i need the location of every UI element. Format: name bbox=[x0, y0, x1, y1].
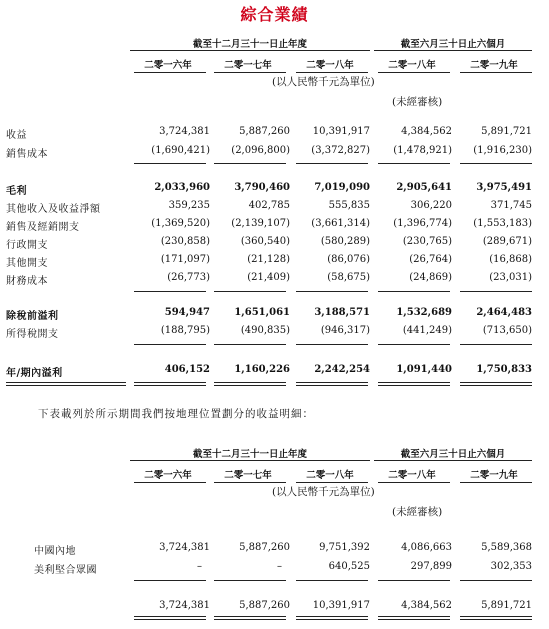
year-header: 二零一九年 bbox=[470, 60, 518, 71]
cell-value: (1,553,183) bbox=[473, 218, 532, 229]
year-rule bbox=[134, 482, 206, 483]
unaudited-label: (未經審核) bbox=[392, 506, 443, 518]
year-header: 二零一六年 bbox=[144, 60, 192, 71]
breakdown-intro-text: 下表載列於所示期間我們按地理位置劃分的收益明細： bbox=[38, 408, 314, 420]
row-label: 除稅前溢利 bbox=[6, 311, 59, 322]
cell-value: 5,891,721 bbox=[481, 126, 532, 137]
total-value: 10,391,917 bbox=[312, 600, 370, 611]
year-rule bbox=[134, 72, 206, 73]
year-header: 二零一八年 bbox=[388, 60, 436, 71]
year-rule bbox=[296, 482, 368, 483]
total-rule bbox=[296, 616, 368, 617]
period-header-year: 截至十二月三十一日止年度 bbox=[192, 39, 307, 50]
row-label: 毛利 bbox=[6, 186, 27, 197]
sum-rule bbox=[6, 385, 126, 386]
row-label: 其他開支 bbox=[6, 258, 48, 269]
cell-value: 1,532,689 bbox=[396, 307, 452, 318]
sum-rule bbox=[214, 163, 286, 164]
cell-value: 1,160,226 bbox=[234, 364, 290, 375]
total-rule bbox=[460, 619, 532, 620]
cell-value: 2,242,254 bbox=[314, 364, 370, 375]
cell-value: (1,396,774) bbox=[393, 218, 452, 229]
sum-rule bbox=[214, 385, 286, 386]
cell-value: 4,086,663 bbox=[401, 542, 452, 553]
total-value: 5,887,260 bbox=[239, 600, 290, 611]
sum-rule bbox=[6, 382, 126, 383]
cell-value: 3,975,491 bbox=[476, 182, 532, 193]
cell-value: 4,384,562 bbox=[401, 126, 452, 137]
sum-rule bbox=[296, 163, 368, 164]
unaudited-label: (未經審核) bbox=[392, 96, 443, 108]
cell-value: 9,751,392 bbox=[319, 542, 370, 553]
cell-value: (188,795) bbox=[160, 325, 210, 336]
year-header: 二零一八年 bbox=[306, 60, 354, 71]
total-value: 5,891,721 bbox=[481, 600, 532, 611]
year-header: 二零一七年 bbox=[224, 470, 272, 481]
cell-value: – bbox=[197, 561, 202, 572]
year-rule bbox=[460, 482, 532, 483]
sum-rule bbox=[460, 291, 532, 292]
row-label: 行政開支 bbox=[6, 240, 48, 251]
sum-rule bbox=[296, 291, 368, 292]
cell-value: 302,353 bbox=[490, 561, 532, 572]
year-header: 二零一九年 bbox=[470, 470, 518, 481]
total-rule bbox=[460, 616, 532, 617]
total-value: 3,724,381 bbox=[159, 600, 210, 611]
sum-rule bbox=[378, 580, 450, 581]
total-rule bbox=[378, 616, 450, 617]
sum-rule bbox=[460, 580, 532, 581]
cell-value: (1,478,921) bbox=[393, 145, 452, 156]
header-rule bbox=[130, 460, 370, 461]
cell-value: – bbox=[277, 561, 282, 572]
cell-value: (2,096,800) bbox=[231, 145, 290, 156]
cell-value: 10,391,917 bbox=[312, 126, 370, 137]
cell-value: 3,724,381 bbox=[159, 126, 210, 137]
sum-rule bbox=[214, 382, 286, 383]
period-header-year: 截至十二月三十一日止年度 bbox=[192, 449, 307, 460]
year-rule bbox=[214, 482, 286, 483]
year-header: 二零一八年 bbox=[388, 470, 436, 481]
cell-value: 3,790,460 bbox=[234, 182, 290, 193]
row-label: 銷售及經銷開支 bbox=[6, 222, 80, 233]
cell-value: 2,464,483 bbox=[476, 307, 532, 318]
cell-value: (230,765) bbox=[402, 236, 452, 247]
cell-value: 2,033,960 bbox=[154, 182, 210, 193]
sum-rule bbox=[134, 344, 206, 345]
cell-value: (946,317) bbox=[320, 325, 370, 336]
sum-rule bbox=[214, 291, 286, 292]
year-rule bbox=[460, 72, 532, 73]
cell-value: (16,868) bbox=[489, 254, 532, 265]
header-rule bbox=[374, 460, 532, 461]
cell-value: 5,887,260 bbox=[239, 126, 290, 137]
cell-value: 3,724,381 bbox=[159, 542, 210, 553]
cell-value: (490,835) bbox=[240, 325, 290, 336]
sum-rule bbox=[134, 382, 206, 383]
sum-rule bbox=[296, 344, 368, 345]
cell-value: (24,869) bbox=[409, 272, 452, 283]
row-label: 財務成本 bbox=[6, 276, 48, 287]
row-label: 年/期內溢利 bbox=[6, 368, 63, 379]
cell-value: 402,785 bbox=[248, 200, 290, 211]
cell-value: (171,097) bbox=[160, 254, 210, 265]
cell-value: (21,409) bbox=[247, 272, 290, 283]
sum-rule bbox=[134, 291, 206, 292]
row-label: 中國內地 bbox=[34, 546, 76, 557]
cell-value: 306,220 bbox=[410, 200, 452, 211]
cell-value: 594,947 bbox=[164, 307, 210, 318]
cell-value: (26,773) bbox=[167, 272, 210, 283]
sum-rule bbox=[296, 382, 368, 383]
sum-rule bbox=[460, 385, 532, 386]
cell-value: (441,249) bbox=[402, 325, 452, 336]
sum-rule bbox=[378, 344, 450, 345]
unit-label: (以人民幣千元為單位) bbox=[272, 486, 375, 498]
cell-value: 371,745 bbox=[490, 200, 532, 211]
year-header: 二零一七年 bbox=[224, 60, 272, 71]
cell-value: (1,690,421) bbox=[151, 145, 210, 156]
year-header: 二零一八年 bbox=[306, 470, 354, 481]
cell-value: 1,651,061 bbox=[234, 307, 290, 318]
row-label: 所得稅開支 bbox=[6, 329, 59, 340]
total-rule bbox=[214, 616, 286, 617]
year-rule bbox=[296, 72, 368, 73]
row-label: 其他收入及收益淨額 bbox=[6, 204, 101, 215]
row-label: 美利堅合眾國 bbox=[34, 565, 97, 576]
sum-rule bbox=[460, 163, 532, 164]
cell-value: (3,372,827) bbox=[311, 145, 370, 156]
total-rule bbox=[134, 616, 206, 617]
sum-rule bbox=[214, 344, 286, 345]
sum-rule bbox=[134, 385, 206, 386]
cell-value: (360,540) bbox=[240, 236, 290, 247]
cell-value: (2,139,107) bbox=[231, 218, 290, 229]
row-label: 收益 bbox=[6, 130, 27, 141]
sum-rule bbox=[296, 580, 368, 581]
cell-value: 640,525 bbox=[328, 561, 370, 572]
cell-value: 3,188,571 bbox=[314, 307, 370, 318]
cell-value: (713,650) bbox=[482, 325, 532, 336]
cell-value: (58,675) bbox=[327, 272, 370, 283]
cell-value: 5,887,260 bbox=[239, 542, 290, 553]
sum-rule bbox=[460, 344, 532, 345]
sum-rule bbox=[134, 163, 206, 164]
year-rule bbox=[378, 482, 450, 483]
total-rule bbox=[214, 619, 286, 620]
cell-value: 2,905,641 bbox=[396, 182, 452, 193]
cell-value: 555,835 bbox=[328, 200, 370, 211]
sum-rule bbox=[378, 385, 450, 386]
cell-value: 7,019,090 bbox=[314, 182, 370, 193]
period-header-six-months: 截至六月三十日止六個月 bbox=[400, 449, 506, 460]
cell-value: 406,152 bbox=[164, 364, 210, 375]
cell-value: (21,128) bbox=[247, 254, 290, 265]
page-title: 綜合業績 bbox=[240, 5, 309, 24]
sum-rule bbox=[378, 291, 450, 292]
sum-rule bbox=[378, 163, 450, 164]
cell-value: (26,764) bbox=[409, 254, 452, 265]
cell-value: (230,858) bbox=[160, 236, 210, 247]
sum-rule bbox=[134, 580, 206, 581]
total-rule bbox=[378, 619, 450, 620]
total-rule bbox=[296, 619, 368, 620]
total-rule bbox=[134, 619, 206, 620]
sum-rule bbox=[460, 382, 532, 383]
cell-value: 1,091,440 bbox=[396, 364, 452, 375]
cell-value: (3,661,314) bbox=[311, 218, 370, 229]
cell-value: (580,289) bbox=[320, 236, 370, 247]
row-label: 銷售成本 bbox=[6, 149, 48, 160]
cell-value: (86,076) bbox=[327, 254, 370, 265]
cell-value: 5,589,368 bbox=[481, 542, 532, 553]
header-rule bbox=[374, 50, 532, 51]
sum-rule bbox=[378, 382, 450, 383]
cell-value: (23,031) bbox=[489, 272, 532, 283]
sum-rule bbox=[214, 580, 286, 581]
year-header: 二零一六年 bbox=[144, 470, 192, 481]
total-value: 4,384,562 bbox=[401, 600, 452, 611]
year-rule bbox=[378, 72, 450, 73]
cell-value: (1,916,230) bbox=[473, 145, 532, 156]
unit-label: (以人民幣千元為單位) bbox=[272, 76, 375, 88]
period-header-six-months: 截至六月三十日止六個月 bbox=[400, 39, 506, 50]
year-rule bbox=[214, 72, 286, 73]
cell-value: 297,899 bbox=[410, 561, 452, 572]
header-rule bbox=[130, 50, 370, 51]
sum-rule bbox=[296, 385, 368, 386]
cell-value: 1,750,833 bbox=[476, 364, 532, 375]
cell-value: (289,671) bbox=[482, 236, 532, 247]
cell-value: (1,369,520) bbox=[151, 218, 210, 229]
cell-value: 359,235 bbox=[168, 200, 210, 211]
